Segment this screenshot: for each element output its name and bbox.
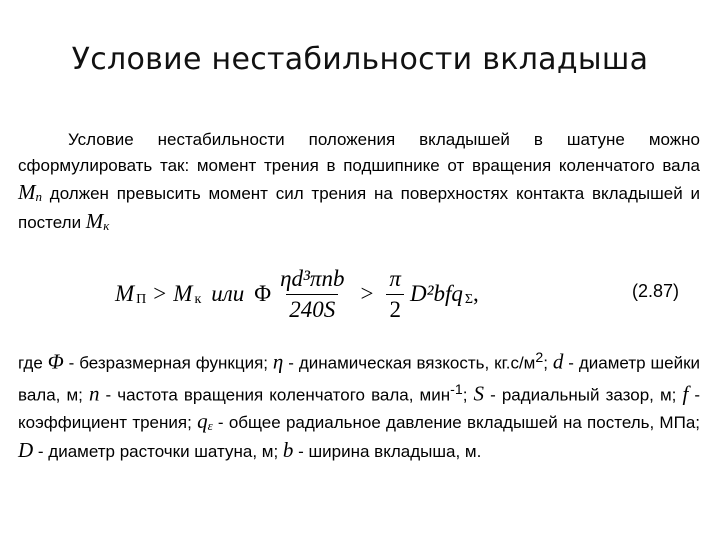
formula-comma: , (473, 281, 479, 306)
legend-text: - частота вращения коленчатого вала, мин (99, 385, 451, 405)
symbol-q-epsilon: $q_\varepsilon$ (197, 409, 213, 434)
formula-tail: D²bfq (409, 281, 463, 306)
formula-phi: Φ (254, 281, 272, 306)
symbol-phi: Φ (47, 349, 64, 374)
legend-text: - диаметр расточки шатуна, м; (33, 442, 283, 462)
fraction-viscosity (277, 266, 347, 323)
formula-lhs: M (115, 281, 135, 306)
formula-tail-subscript: Σ (464, 292, 474, 307)
symbol-s: S (473, 381, 485, 406)
fraction-viscosity-numerator: ηd³πnb (280, 265, 345, 291)
legend-text: - диаметр шейки вала, м; (18, 353, 701, 405)
intro-text-1: Условие нестабильности положения вкладышей в шатуне можно сформулировать так: момент трения в подшипнике от вращения коленчатого вала (18, 130, 700, 175)
intro-paragraph (18, 127, 700, 237)
legend-text: ; (543, 353, 553, 373)
formula-conjunction: или (211, 281, 245, 306)
legend-text: - общее радиальное давление вкладышей на постель, МПа; (212, 413, 700, 433)
legend-text: - коэффициент трения; (18, 385, 701, 433)
symbol-f: f (682, 381, 689, 406)
formula-lhs-subscript: П (136, 292, 147, 307)
greater-than-sign-2: > (360, 281, 374, 306)
fraction-pi-half (386, 266, 404, 323)
legend-text: - динамическая вязкость, кг.с/м (283, 353, 536, 373)
unit-superscript: 2 (535, 350, 544, 366)
legend-paragraph (18, 345, 700, 465)
variable-m-p: $M_п$ (18, 180, 42, 204)
formula-2-87 (115, 254, 479, 334)
legend-text: ; (462, 385, 474, 405)
unit-superscript: -1 (450, 381, 463, 398)
fraction-pi-denominator: 2 (386, 294, 404, 323)
formula-m-k-subscript: к (194, 292, 202, 307)
equation-number: (2.87) (632, 281, 680, 301)
symbol-eta: η (272, 349, 284, 374)
legend-text: - радиальный зазор, м; (484, 385, 683, 405)
symbol-n: n (88, 381, 100, 406)
formula-m-k: M (173, 281, 193, 306)
symbol-d: d (552, 349, 564, 374)
fraction-pi-numerator: π (389, 265, 401, 291)
intro-text-2: должен превысить момент сил трения на поверхностях контакта вкладышей и постели (18, 184, 700, 232)
symbol-b: b (282, 438, 294, 463)
variable-m-k: $M_к$ (85, 209, 110, 233)
greater-than-sign: > (153, 281, 167, 306)
legend-text: - ширина вкладыша, м. (293, 442, 482, 462)
legend-text: где (18, 353, 48, 373)
page-title: Условие нестабильности вкладыша (71, 42, 649, 77)
symbol-big-d: D (18, 438, 34, 463)
fraction-viscosity-denominator: 240S (286, 294, 338, 323)
legend-text: - безразмерная функция; (63, 353, 273, 373)
